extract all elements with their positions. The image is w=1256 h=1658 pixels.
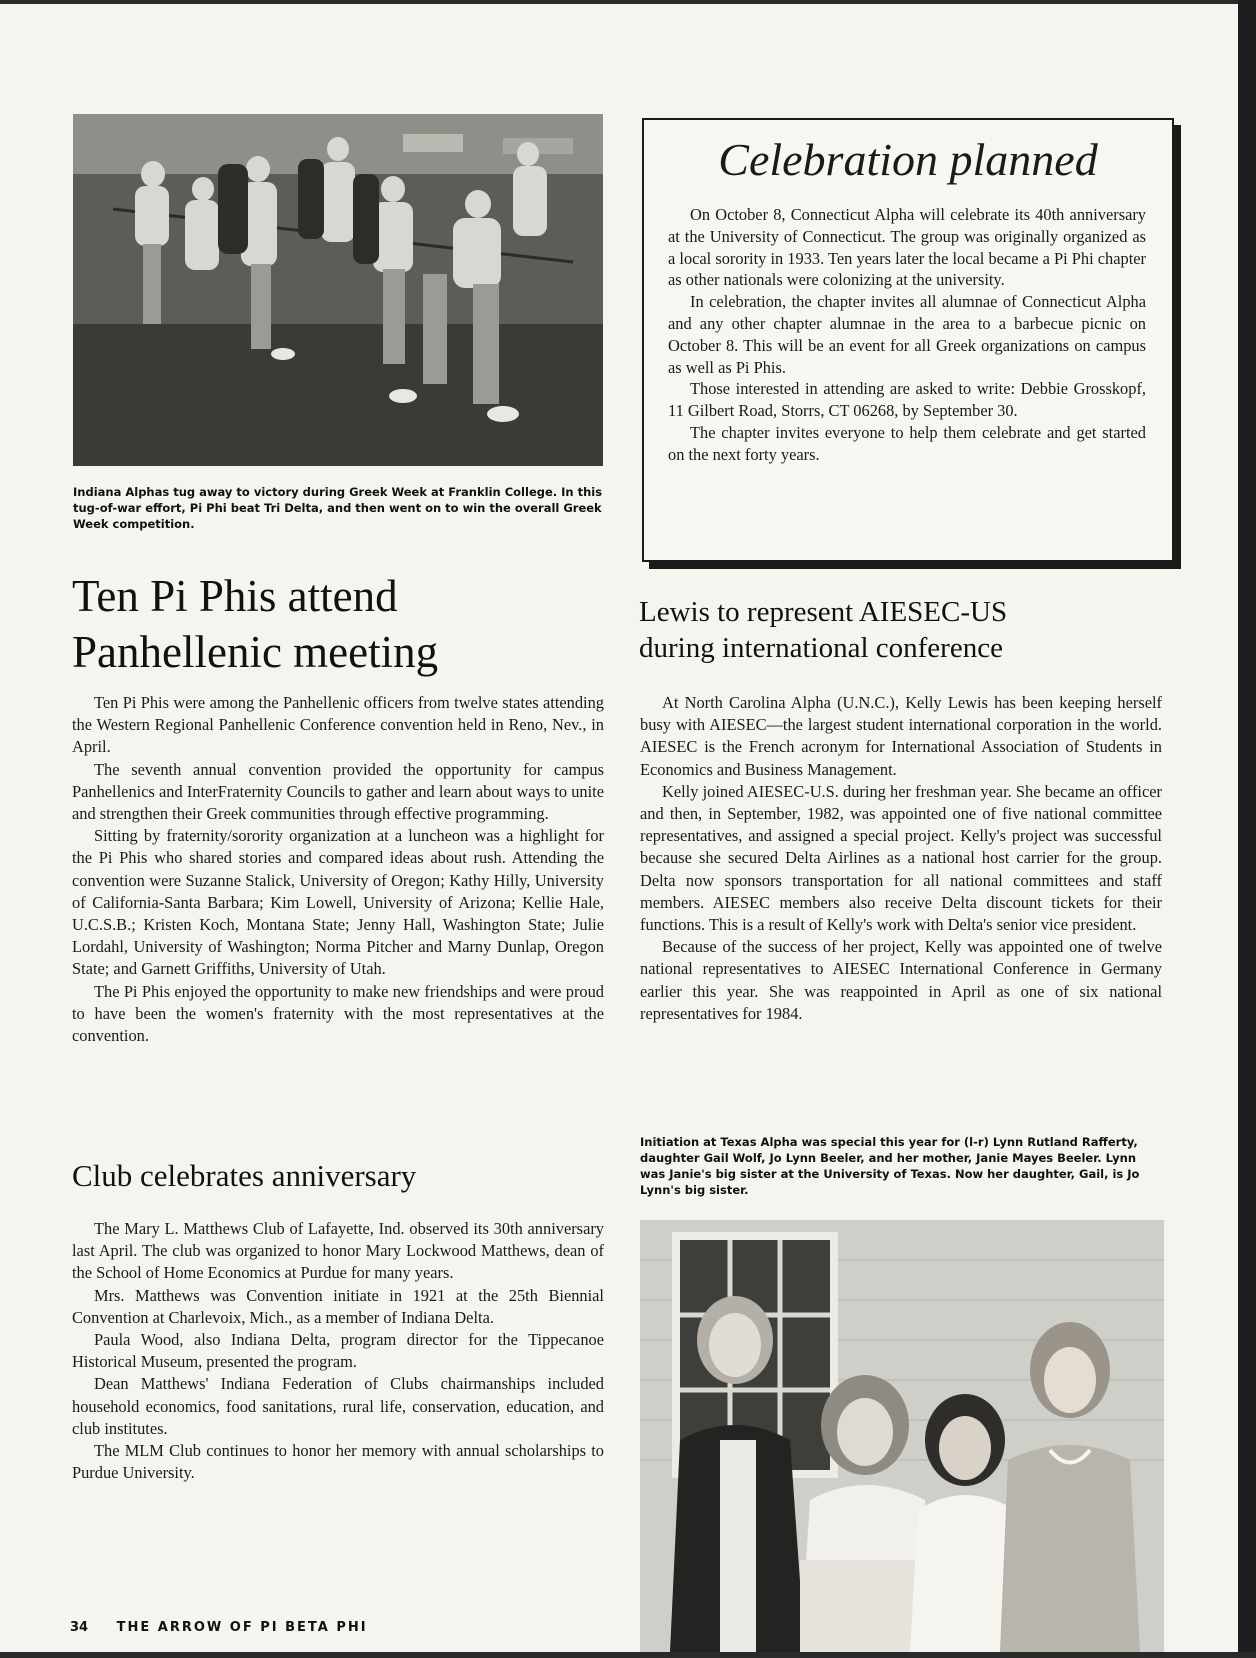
initiation-caption: Initiation at Texas Alpha was special this year for (l-r) Lynn Rutland Rafferty, daughter Gail Wolf, Jo Lynn Beeler, and her mother, Janie Mayes Beeler. Lynn was Janie's big sister at the University of Texas. Now her daughter, Gail, is Jo Lynn's big sister. (640, 1135, 1140, 1197)
celebration-paragraph: Those interested in attending are asked to write: Debbie Grosskopf, 11 Gilbert Road, Storrs, CT 06268, by September 30. (668, 379, 1146, 421)
initiation-photo (640, 1220, 1164, 1652)
lewis-headline-line2: during international conference (639, 632, 1003, 664)
lewis-paragraph: Kelly joined AIESEC-U.S. during her freshman year. She became an officer and then, in September, 1982, was appointed one of five national committee representatives, and assigned a special project. Kelly's project was successful because she secured Delta Airlines as a national host carrier for the group. Delta now sponsors transportation for all national committees and staff members. AIESEC members also receive Delta discount tickets for their functions. This is a result of Kelly's work with Delta's senior vice president. (640, 781, 1162, 935)
celebration-paragraph: The chapter invites everyone to help them celebrate and get started on the next forty years. (668, 422, 1146, 464)
club-paragraph: The MLM Club continues to honor her memory with annual scholarships to Purdue University. (72, 1441, 604, 1483)
panhellenic-headline (72, 568, 612, 680)
tug-of-war-photo-image (73, 114, 603, 466)
lewis-headline (639, 594, 1199, 666)
panhellenic-headline-line2: Panhellenic meeting (72, 627, 439, 677)
club-paragraph: Mrs. Matthews was Convention initiate in 1921 at the 25th Biennial Convention at Charlevoix, Mich., as a member of Indiana Delta. (72, 1285, 604, 1327)
page-number: 34 (70, 1620, 89, 1635)
panhellenic-paragraph: The Pi Phis enjoyed the opportunity to make new friendships and were proud to have been the women's fraternity with the most representatives at the convention. (72, 981, 604, 1046)
panhellenic-paragraph: Ten Pi Phis were among the Panhellenic officers from twelve states attending the Western Regional Panhellenic Conference convention held in Reno, Nev., in April. (72, 693, 604, 757)
publication-name: THE ARROW OF PI BETA PHI (116, 1620, 368, 1635)
page-footer (70, 1620, 368, 1635)
lewis-headline-line1: Lewis to represent AIESEC-US (639, 596, 1008, 628)
lewis-article-body (640, 692, 1162, 1025)
panhellenic-paragraph: Sitting by fraternity/sorority organization at a luncheon was a highlight for the Pi Phis who shared stories and compared ideas about rush. Attending the convention were Suzanne Stalick, University of Oregon; Kathy Hilly, University of California-Santa Barbara; Kim Lowell, University of Arizona; Kellie Hale, U.C.S.B.; Kristen Koch, Montana State; Jenny Hall, Washington State; Julie Lordahl, University of Washington; Norma Pitcher and Marny Dunlap, Oregon State; and Garnett Griffiths, University of Utah. (72, 826, 604, 979)
tug-of-war-photo (73, 114, 603, 466)
club-headline: Club celebrates anniversary (72, 1158, 417, 1193)
club-paragraph: Paula Wood, also Indiana Delta, program director for the Tippecanoe Historical Museum, presented the program. (72, 1330, 604, 1372)
initiation-photo-image (640, 1220, 1164, 1652)
celebration-planned-title: Celebration planned (718, 134, 1098, 185)
celebration-paragraph: In celebration, the chapter invites all alumnae of Connecticut Alpha and any other chapter alumnae in the area to a barbecue picnic on October 8. This will be an event for all Greek organizations on campus as well as Pi Phis. (668, 292, 1146, 377)
celebration-planned-body (668, 204, 1146, 466)
club-paragraph: The Mary L. Matthews Club of Lafayette, Ind. observed its 30th anniversary last April. The club was organized to honor Mary Lockwood Matthews, dean of the School of Home Economics at Purdue for many years. (72, 1219, 604, 1283)
panhellenic-headline-line1: Ten Pi Phis attend (72, 571, 398, 621)
club-paragraph: Dean Matthews' Indiana Federation of Clubs chairmanships included household economics, food sanitations, rural life, conservation, education, and club institutes. (72, 1374, 604, 1438)
panhellenic-paragraph: The seventh annual convention provided the opportunity for campus Panhellenics and InterFraternity Councils to gather and learn about ways to unite and strengthen their Greek communities through effective programming. (72, 759, 604, 824)
page-bottom-edge (0, 1652, 1256, 1658)
lewis-paragraph: At North Carolina Alpha (U.N.C.), Kelly Lewis has been keeping herself busy with AIESEC—the largest student international corporation in the world. AIESEC is the French acronym for International Association of Students in Economics and Business Management. (640, 693, 1162, 779)
celebration-paragraph: On October 8, Connecticut Alpha will celebrate its 40th anniversary at the University of Connecticut. The group was originally organized as a local sorority in 1933. Ten years later the local became a Pi Phi chapter as other nationals were colonizing at the university. (668, 205, 1146, 290)
tug-of-war-caption: Indiana Alphas tug away to victory during Greek Week at Franklin College. In this tug-of-war effort, Pi Phi beat Tri Delta, and then went on to win the overall Greek Week competition. (73, 485, 603, 531)
lewis-paragraph: Because of the success of her project, Kelly was appointed one of twelve national representatives to AIESEC International Conference in Germany earlier this year. She was reappointed in April as one of six national representatives for 1984. (640, 937, 1162, 1023)
celebration-planned-box (642, 118, 1174, 562)
page-top-edge (0, 0, 1256, 4)
panhellenic-article-body (72, 692, 604, 1047)
club-article-body (72, 1218, 604, 1484)
page-right-edge (1238, 0, 1256, 1658)
